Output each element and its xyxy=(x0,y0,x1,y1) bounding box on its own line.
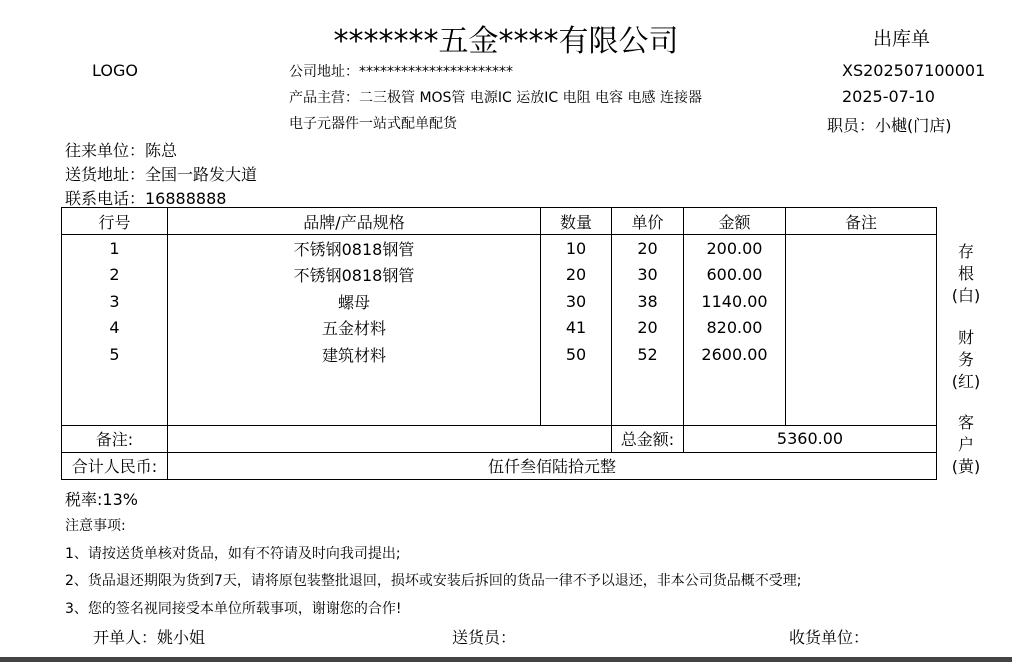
header-quantity: 数量 xyxy=(541,208,612,235)
empty-cell xyxy=(541,368,612,426)
delivery-address: 送货地址：全国一路发大道 xyxy=(65,165,258,184)
row-number: 1 xyxy=(62,235,168,262)
product-name: 螺母 xyxy=(168,288,541,315)
tax-rate: 税率:13% xyxy=(65,490,138,509)
table-row xyxy=(62,341,937,368)
partner-unit: 往来单位：陈总 xyxy=(65,141,178,160)
table-filler-row xyxy=(62,368,937,426)
remark xyxy=(786,235,937,262)
row-number: 2 xyxy=(62,262,168,289)
unit-price: 38 xyxy=(612,288,684,315)
unit-price: 20 xyxy=(612,315,684,342)
product-name: 不锈钢0818钢管 xyxy=(168,262,541,289)
copy-stub-char: (白) xyxy=(951,286,981,305)
quantity: 30 xyxy=(541,288,612,315)
note-item: 2、货品退还期限为货到7天，请将原包装整批退回，损坏或安装后拆回的货品一律不予以退还，非本公司货品概不受理; xyxy=(65,573,802,589)
staff-name: 职员：小樾(门店) xyxy=(827,116,952,135)
slogan: 电子元器件一站式配单配货 xyxy=(289,116,457,132)
copy-customer-char: 客 xyxy=(957,413,974,432)
receiver-signature: 收货单位： xyxy=(789,628,870,647)
note-item: 3、您的签名视同接受本单位所载事项，谢谢您的合作! xyxy=(65,601,402,617)
company-address: 公司地址：********************** xyxy=(289,64,513,80)
remark-value xyxy=(168,425,612,452)
rmb-total-row xyxy=(62,452,937,479)
document-number: XS202507100001 xyxy=(842,61,986,80)
product-name: 不锈钢0818钢管 xyxy=(168,235,541,262)
note-item: 1、请按送货单核对货品，如有不符请及时向我司提出; xyxy=(65,546,401,562)
notes-title: 注意事项: xyxy=(65,518,126,534)
empty-cell xyxy=(168,368,541,426)
items-table xyxy=(61,207,937,480)
quantity: 50 xyxy=(541,341,612,368)
remark-label: 备注: xyxy=(62,425,168,452)
empty-cell xyxy=(684,368,786,426)
product-name: 建筑材料 xyxy=(168,341,541,368)
header-row-number: 行号 xyxy=(62,208,168,235)
copy-finance-label xyxy=(946,327,986,393)
row-number: 4 xyxy=(62,315,168,342)
copy-customer-char: 户 xyxy=(957,435,974,454)
copy-stub-char: 存 xyxy=(957,242,974,261)
product-name: 五金材料 xyxy=(168,315,541,342)
amount: 200.00 xyxy=(684,235,786,262)
company-title: *******五金****有限公司 xyxy=(333,24,679,59)
row-number: 3 xyxy=(62,288,168,315)
remark xyxy=(786,315,937,342)
table-header-row xyxy=(62,208,937,235)
remark xyxy=(786,341,937,368)
unit-price: 30 xyxy=(612,262,684,289)
amount: 600.00 xyxy=(684,262,786,289)
copy-stub-label xyxy=(946,241,986,307)
copy-finance-char: 财 xyxy=(957,328,974,347)
table-row xyxy=(62,262,937,289)
deliverer-signature: 送货员： xyxy=(452,628,517,647)
document-type: 出库单 xyxy=(873,28,931,50)
total-value: 5360.00 xyxy=(684,425,937,452)
copy-finance-char: 务 xyxy=(957,350,974,369)
remark xyxy=(786,288,937,315)
header-product-spec: 品牌/产品规格 xyxy=(168,208,541,235)
total-label: 总金额: xyxy=(612,425,684,452)
amount: 820.00 xyxy=(684,315,786,342)
unit-price: 52 xyxy=(612,341,684,368)
copy-customer-label xyxy=(946,412,986,478)
table-row xyxy=(62,288,937,315)
unit-price: 20 xyxy=(612,235,684,262)
empty-cell xyxy=(786,368,937,426)
table-row xyxy=(62,315,937,342)
row-number: 5 xyxy=(62,341,168,368)
amount: 1140.00 xyxy=(684,288,786,315)
table-row xyxy=(62,235,937,262)
remark xyxy=(786,262,937,289)
quantity: 10 xyxy=(541,235,612,262)
page-bottom-edge xyxy=(0,657,1012,662)
header-unit-price: 单价 xyxy=(612,208,684,235)
amount: 2600.00 xyxy=(684,341,786,368)
header-amount: 金额 xyxy=(684,208,786,235)
remark-total-row xyxy=(62,425,937,452)
contact-phone: 联系电话：16888888 xyxy=(65,189,227,208)
copy-customer-char: (黄) xyxy=(951,457,981,476)
rmb-label: 合计人民币: xyxy=(62,452,168,479)
header-remark: 备注 xyxy=(786,208,937,235)
logo: LOGO xyxy=(92,61,138,80)
copy-stub-char: 根 xyxy=(957,264,974,283)
empty-cell xyxy=(612,368,684,426)
quantity: 41 xyxy=(541,315,612,342)
copy-finance-char: (红) xyxy=(951,372,981,391)
rmb-value: 伍仟叁佰陆拾元整 xyxy=(168,452,937,479)
business-scope: 产品主营：二三极管 MOS管 电源IC 运放IC 电阻 电容 电感 连接器 xyxy=(289,90,702,106)
document-date: 2025-07-10 xyxy=(842,87,935,106)
quantity: 20 xyxy=(541,262,612,289)
issuer-signature: 开单人：姚小姐 xyxy=(93,628,206,647)
empty-cell xyxy=(62,368,168,426)
